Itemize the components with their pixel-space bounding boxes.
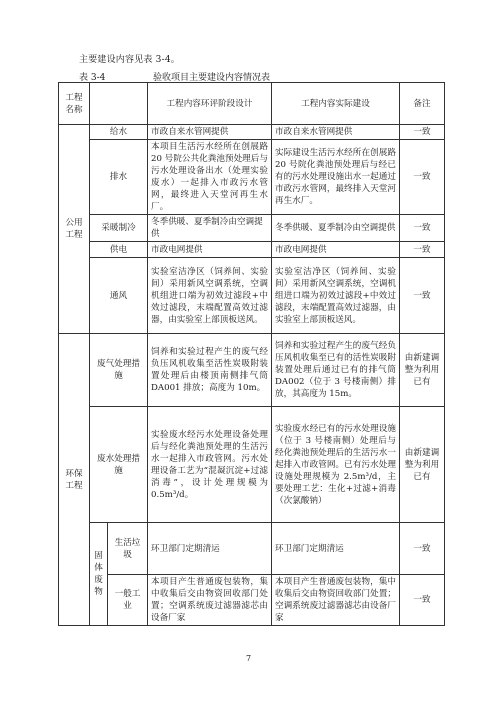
note-cell: 一致: [400, 242, 445, 258]
intro-text: 主要建设内容见表 3-4。: [79, 55, 180, 65]
sub-exhaust: 废气处理措施: [90, 334, 148, 407]
note-cell: 一致: [400, 258, 445, 334]
sub-water-supply: 给水: [90, 125, 148, 140]
note-cell: 一致: [400, 125, 445, 140]
table-row: [59, 140, 445, 215]
table-row: [59, 215, 445, 242]
note-cell: 一致: [400, 523, 445, 575]
actual-cell: 饲养和实验过程产生的废气经负压风机收集至已有的活性炭吸附装置处理后通过已有的排气筒 DA002（位于 3 号楼南侧）排放，其高度为 15m。: [272, 334, 400, 407]
note-cell: 一致: [400, 215, 445, 242]
table-row: [59, 575, 445, 626]
design-cell: 本项目生活污水经所在创展路 20 号院公共化粪池预处理后与污水处理设备出水（处理实验废水）一起排入市政污水管网，最终进入天堂河再生水厂。: [148, 140, 272, 215]
table-row: [59, 242, 445, 258]
design-cell: 市政电网提供: [148, 242, 272, 258]
note-cell: 一致: [400, 575, 445, 626]
actual-cell: 实验室洁净区（饲养间、实验间）采用新风空调系统，空调机组进口端为初效过滤段+中效过滤段，末端配置高效过滤器，由实验室上部顶板送风。: [272, 258, 400, 334]
design-cell: 市政自来水管网提供: [148, 125, 272, 140]
actual-cell: 本项目产生普通废包装物，集中收集后交由物资回收部门处置；空调系统废过滤器滤芯由设备厂家: [272, 575, 400, 626]
header-sub: [90, 83, 148, 125]
actual-cell: 冬季供暖、夏季制冷由空调提供: [272, 215, 400, 242]
table-row: [59, 407, 445, 523]
sub-power: 供电: [90, 242, 148, 258]
subsub-domestic-garbage: 生活垃圾: [108, 523, 148, 575]
category-public: 公用工程: [59, 125, 90, 334]
table-header-row: [59, 83, 445, 125]
header-actual: 工程内容实际建设: [272, 83, 400, 125]
design-cell: 实验废水经污水处理设备处理后与经化粪池预处理的生活污水一起排入市政管网。污水处理设备工艺为“混凝沉淀+过滤消毒”，设计处理规模为 0.5m³/d。: [148, 407, 272, 523]
table-row: [59, 523, 445, 575]
page-number: 7: [245, 654, 252, 663]
design-cell: 饲养和实验过程产生的废气经负压风机收集至活性炭吸附装置处理后由楼顶南侧排气筒 DA001 排放；高度为 10m。: [148, 334, 272, 407]
header-design: 工程内容环评阶段设计: [148, 83, 272, 125]
table-row: [59, 125, 445, 140]
header-category: 工程名称: [59, 83, 90, 125]
note-cell: 由新建调整为利用已有: [400, 407, 445, 523]
table-row: [59, 334, 445, 407]
sub-hvac: 采暖制冷: [90, 215, 148, 242]
sub-ventilation: 通风: [90, 258, 148, 334]
sub-drainage: 排水: [90, 140, 148, 215]
design-cell: 实验室洁净区（饲养间、实验间）采用新风空调系统，空调机组进口端为初效过滤段+中效过滤段，末端配置高效过滤器，由实验室上部顶板送风。: [148, 258, 272, 334]
category-env: 环保工程: [59, 334, 90, 626]
sub-wastewater: 废水处理措施: [90, 407, 148, 523]
design-cell: 冬季供暖、夏季制冷由空调提供: [148, 215, 272, 242]
subsub-general-industrial: 一般工业: [108, 575, 148, 626]
table-title: 验收项目主要建设内容情况表: [153, 73, 271, 83]
actual-cell: 实际建设生活污水经所在创展路 20 号院化粪池预处理后与经已有的污水处理设施出水一起通过市政污水管网，最终排入天堂河再生水厂。: [272, 140, 400, 215]
design-cell: 环卫部门定期清运: [148, 523, 272, 575]
design-cell: 本项目产生普通废包装物，集中收集后交由物资回收部门处置；空调系统废过滤器滤芯由设备厂家: [148, 575, 272, 626]
actual-cell: 实验废水经已有的污水处理设施（位于 3 号楼南侧）处理后与经化粪池预处理后的生活污水一起排入市政管网。已有污水处理设施处理规模为 2.5m³/d，主要处理工艺：生化+过滤+消毒（次氯酸钠）: [272, 407, 400, 523]
actual-cell: 市政电网提供: [272, 242, 400, 258]
table-row: [59, 258, 445, 334]
note-cell: 由新建调整为利用已有: [400, 334, 445, 407]
sub-solid-waste: 固体废物: [90, 523, 108, 626]
construction-content-table: [58, 82, 445, 626]
table-number: 表 3-4: [79, 73, 106, 83]
actual-cell: 市政自来水管网提供: [272, 125, 400, 140]
header-note: 备注: [400, 83, 445, 125]
note-cell: 一致: [400, 140, 445, 215]
actual-cell: 环卫部门定期清运: [272, 523, 400, 575]
